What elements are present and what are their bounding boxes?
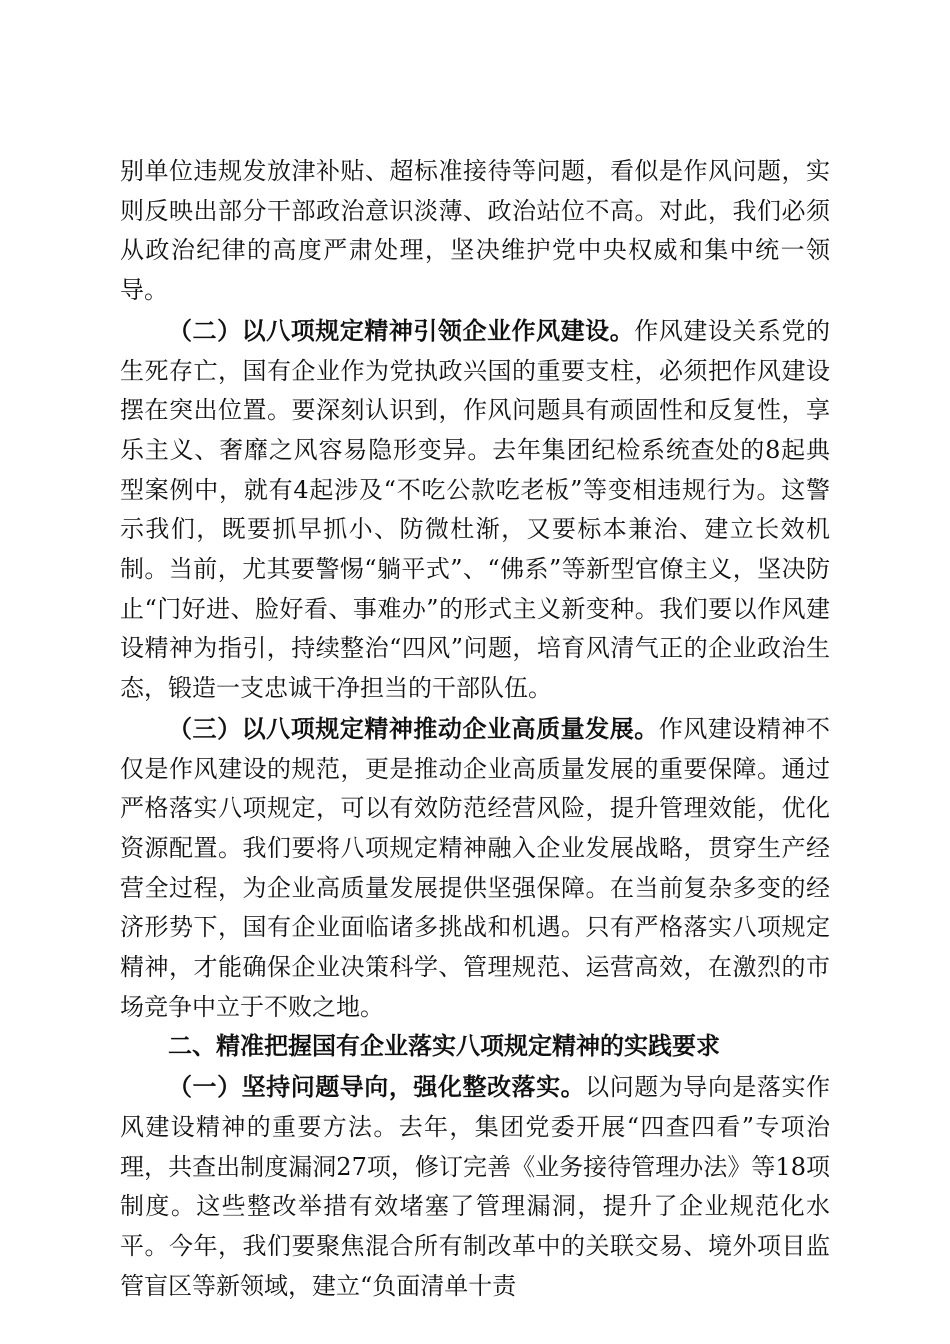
paragraph-3 — [120, 709, 830, 1028]
document-page — [120, 152, 830, 1306]
paragraph-body: 作风建设精神不仅是作风建设的规范，更是推动企业高质量发展的重要保障。通过严格落实八项规定，可以有效防范经营风险，提升管理效能，优化资源配置。我们要将八项规定精神融入企业发展战略，贯穿生产经营全过程，为企业高质量发展提供坚强保障。在当前复杂多变的经济形势下，国有企业面临诸多挑战和机遇。只有严格落实八项规定精神，才能确保企业决策科学、管理规范、运营高效，在激烈的市场竞争中立于不败之地。 — [120, 714, 831, 1021]
paragraph-body: 作风建设关系党的生死存亡，国有企业作为党执政兴国的重要支柱，必须把作风建设摆在突出位置。要深刻认识到，作风问题具有顽固性和反复性，享乐主义、奢靡之风容易隐形变异。去年集团纪检系统查处的8起典型案例中，就有4起涉及“不吃公款吃老板”等变相违规行为。这警示我们，既要抓早抓小、防微杜渐，又要标本兼治、建立长效机制。当前，尤其要警惕“躺平式”、“佛系”等新型官僚主义，坚决防止“门好进、脸好看、事难办”的形式主义新变种。我们要以作风建设精神为指引，持续整治“四风”问题，培育风清气正的企业政治生态，锻造一支忠诚干净担当的干部队伍。 — [120, 316, 831, 703]
section-heading: 二、精准把握国有企业落实八项规定精神的实践要求 — [168, 1032, 720, 1061]
subsection-title: （三）以八项规定精神推动企业高质量发展。 — [168, 713, 659, 743]
subsection-title: （二）以八项规定精神引领企业作风建设。 — [168, 315, 635, 345]
paragraph-body: 以问题为导向是落实作风建设精神的重要方法。去年，集团党委开展“四查四看”专项治理，共查出制度漏洞27项，修订完善《业务接待管理办法》等18项制度。这些整改举措有效堵塞了管理漏洞，提升了企业规范化水平。今年，我们要聚焦混合所有制改革中的关联交易、境外项目监管盲区等新领域，建立“负面清单十责 — [120, 1073, 831, 1300]
paragraph-1 — [120, 152, 830, 311]
paragraph-2 — [120, 311, 830, 709]
paragraph-4 — [120, 1067, 830, 1306]
subsection-title: （一）坚持问题导向，强化整改落实。 — [168, 1072, 586, 1102]
paragraph-body: 别单位违规发放津补贴、超标准接待等问题，看似是作风问题，实则反映出部分干部政治意识淡薄、政治站位不高。对此，我们必须从政治纪律的高度严肃处理，坚决维护党中央权威和集中统一领导。 — [120, 157, 830, 305]
